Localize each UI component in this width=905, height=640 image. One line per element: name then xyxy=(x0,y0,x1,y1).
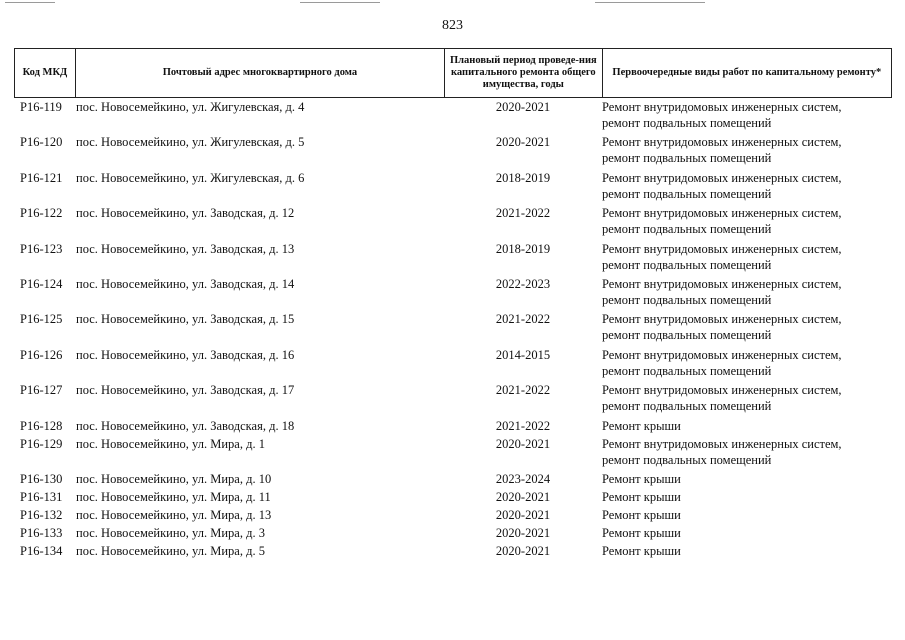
mkd-code: Р16-133 xyxy=(20,525,63,540)
table-row xyxy=(14,311,892,343)
repair-period: 2020-2021 xyxy=(495,489,551,504)
postal-address: пос. Новосемейкино, ул. Заводская, д. 13 xyxy=(76,241,295,256)
repair-work-line: ремонт подвальных помещений xyxy=(602,222,772,237)
repair-work-line: Ремонт крыши xyxy=(602,525,681,540)
postal-address: пос. Новосемейкино, ул. Мира, д. 3 xyxy=(76,525,265,540)
repair-work-line: ремонт подвальных помещений xyxy=(602,363,772,378)
postal-address: пос. Новосемейкино, ул. Заводская, д. 14 xyxy=(76,276,295,291)
scan-artifact-line xyxy=(300,2,380,3)
repair-works xyxy=(602,543,892,559)
repair-works xyxy=(602,347,892,379)
repair-works xyxy=(602,134,892,166)
repair-period: 2020-2021 xyxy=(495,525,551,540)
repair-works xyxy=(602,489,892,505)
repair-work-line: Ремонт внутридомовых инженерных систем, xyxy=(602,436,842,451)
repair-works xyxy=(602,471,892,487)
repair-work-line: ремонт подвальных помещений xyxy=(602,116,772,130)
repair-work-line: ремонт подвальных помещений xyxy=(602,399,772,414)
postal-address: пос. Новосемейкино, ул. Заводская, д. 12 xyxy=(76,206,295,221)
postal-address: пос. Новосемейкино, ул. Заводская, д. 18 xyxy=(76,418,295,433)
repair-work-line: ремонт подвальных помещений xyxy=(602,292,772,307)
postal-address: пос. Новосемейкино, ул. Мира, д. 5 xyxy=(76,543,265,558)
repair-work-line: ремонт подвальных помещений xyxy=(602,257,772,272)
table-row xyxy=(14,205,892,237)
repair-work-line: Ремонт крыши xyxy=(602,471,681,486)
mkd-code: Р16-124 xyxy=(20,276,63,291)
repair-period: 2021-2022 xyxy=(495,206,551,221)
table-row xyxy=(14,543,892,559)
repair-period: 2021-2022 xyxy=(495,418,551,433)
repair-period: 2020-2021 xyxy=(495,100,551,114)
mkd-code: Р16-119 xyxy=(20,100,62,114)
repair-works xyxy=(602,99,892,131)
postal-address: пос. Новосемейкино, ул. Жигулевская, д. 6 xyxy=(76,170,305,185)
mkd-code: Р16-125 xyxy=(20,312,63,327)
repair-work-line: ремонт подвальных помещений xyxy=(602,452,772,467)
table-row xyxy=(14,134,892,166)
mkd-code: Р16-121 xyxy=(20,170,63,185)
repair-work-line: Ремонт внутридомовых инженерных систем, xyxy=(602,347,842,362)
table-row xyxy=(14,418,892,434)
repair-work-line: Ремонт крыши xyxy=(602,418,681,433)
repair-period: 2023-2024 xyxy=(495,471,551,486)
page-number: 823 xyxy=(442,18,463,33)
table-header xyxy=(14,48,892,98)
header-code: Код МКД xyxy=(22,67,68,78)
repair-period: 2020-2021 xyxy=(495,135,551,150)
repair-work-line: Ремонт внутридомовых инженерных систем, xyxy=(602,312,842,327)
repair-period: 2014-2015 xyxy=(495,347,551,362)
table-row xyxy=(14,382,892,414)
repair-work-line: Ремонт внутридомовых инженерных систем, xyxy=(602,276,842,291)
repair-period: 2021-2022 xyxy=(495,383,551,398)
table-body xyxy=(14,99,892,561)
mkd-code: Р16-123 xyxy=(20,241,63,256)
repair-works xyxy=(602,241,892,273)
header-period: Плановый период проведе-ния капитального ремонта общего имущества, годы xyxy=(444,49,602,97)
repair-work-line: Ремонт крыши xyxy=(602,489,681,504)
table-row xyxy=(14,507,892,523)
mkd-code: Р16-132 xyxy=(20,507,63,522)
mkd-code: Р16-128 xyxy=(20,418,63,433)
mkd-code: Р16-120 xyxy=(20,135,63,150)
scan-artifact-line xyxy=(5,2,55,3)
repair-work-line: Ремонт крыши xyxy=(602,507,681,522)
repair-work-line: Ремонт внутридомовых инженерных систем, xyxy=(602,135,842,150)
postal-address: пос. Новосемейкино, ул. Заводская, д. 16 xyxy=(76,347,295,362)
table-row xyxy=(14,99,892,131)
repair-work-line: ремонт подвальных помещений xyxy=(602,328,772,343)
postal-address: пос. Новосемейкино, ул. Заводская, д. 17 xyxy=(76,383,295,398)
mkd-code: Р16-130 xyxy=(20,471,63,486)
repair-period: 2018-2019 xyxy=(495,170,551,185)
mkd-code: Р16-127 xyxy=(20,383,63,398)
mkd-code: Р16-126 xyxy=(20,347,63,362)
mkd-code: Р16-134 xyxy=(20,543,63,558)
repair-work-line: Ремонт крыши xyxy=(602,543,681,558)
table-row xyxy=(14,525,892,541)
table-row xyxy=(14,436,892,468)
repair-period: 2022-2023 xyxy=(495,276,551,291)
repair-work-line: ремонт подвальных помещений xyxy=(602,151,772,166)
table-row xyxy=(14,489,892,505)
postal-address: пос. Новосемейкино, ул. Мира, д. 10 xyxy=(76,471,272,486)
repair-work-line: Ремонт внутридомовых инженерных систем, xyxy=(602,206,842,221)
mkd-code: Р16-131 xyxy=(20,489,63,504)
repair-work-line: Ремонт внутридомовых инженерных систем, xyxy=(602,100,842,114)
repair-period: 2018-2019 xyxy=(495,241,551,256)
repair-works xyxy=(602,311,892,343)
repair-works xyxy=(602,170,892,202)
repair-period: 2020-2021 xyxy=(495,436,551,451)
postal-address: пос. Новосемейкино, ул. Заводская, д. 15 xyxy=(76,312,295,327)
postal-address: пос. Новосемейкино, ул. Мира, д. 1 xyxy=(76,436,265,451)
scan-artifact-line xyxy=(595,2,705,3)
postal-address: пос. Новосемейкино, ул. Мира, д. 13 xyxy=(76,507,272,522)
header-address: Почтовый адрес многоквартирного дома xyxy=(75,49,444,97)
repair-work-line: ремонт подвальных помещений xyxy=(602,186,772,201)
table-row xyxy=(14,347,892,379)
table-row xyxy=(14,170,892,202)
table-row xyxy=(14,241,892,273)
repair-period: 2020-2021 xyxy=(495,507,551,522)
table-row xyxy=(14,471,892,487)
repair-works xyxy=(602,276,892,308)
repair-work-line: Ремонт внутридомовых инженерных систем, xyxy=(602,383,842,398)
repair-work-line: Ремонт внутридомовых инженерных систем, xyxy=(602,170,842,185)
repair-works xyxy=(602,436,892,468)
repair-period: 2020-2021 xyxy=(495,543,551,558)
repair-works xyxy=(602,525,892,541)
mkd-code: Р16-122 xyxy=(20,206,63,221)
repair-works xyxy=(602,418,892,434)
table-row xyxy=(14,276,892,308)
postal-address: пос. Новосемейкино, ул. Жигулевская, д. 5 xyxy=(76,135,305,150)
repair-period: 2021-2022 xyxy=(495,312,551,327)
repair-works xyxy=(602,507,892,523)
postal-address: пос. Новосемейкино, ул. Мира, д. 11 xyxy=(76,489,271,504)
mkd-code: Р16-129 xyxy=(20,436,63,451)
postal-address: пос. Новосемейкино, ул. Жигулевская, д. 4 xyxy=(76,100,305,114)
repair-works xyxy=(602,205,892,237)
repair-works xyxy=(602,382,892,414)
repair-work-line: Ремонт внутридомовых инженерных систем, xyxy=(602,241,842,256)
header-works: Первоочередные виды работ по капитальному ремонту* xyxy=(602,49,891,97)
